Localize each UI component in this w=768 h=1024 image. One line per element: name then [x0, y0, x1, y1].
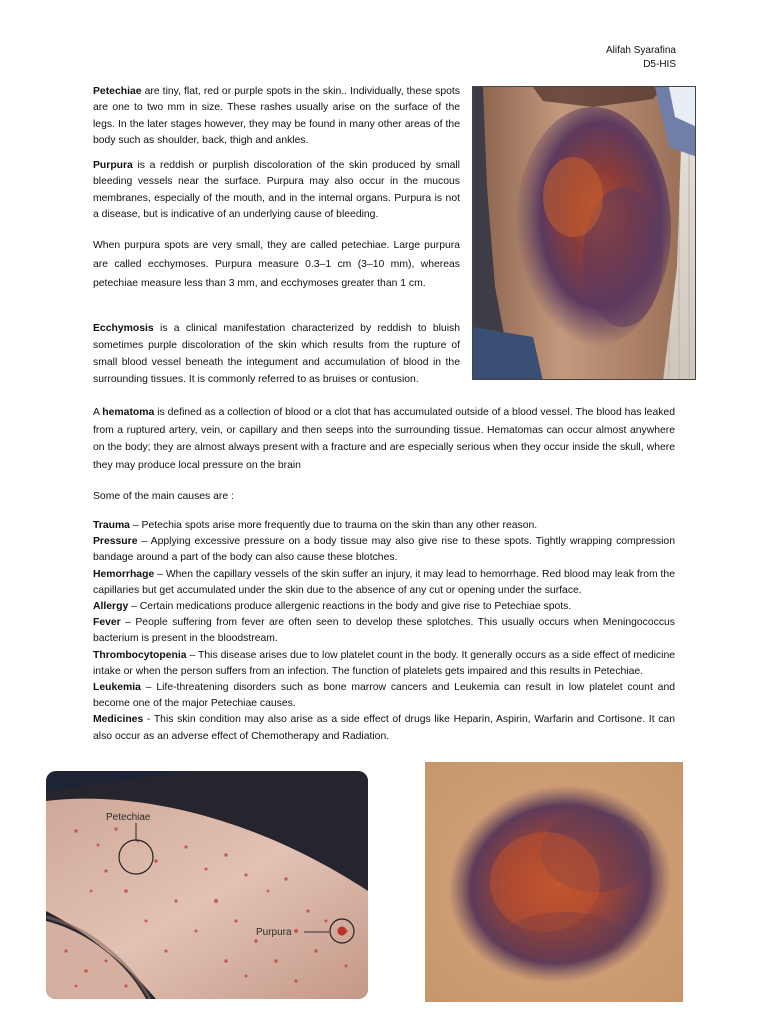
cause-text: – People suffering from fever are often seen to develop these splotches. This usually occurs when Meningococcus bacterium is present in the bloodstream.	[93, 617, 675, 645]
cause-term: Leukemia	[93, 682, 141, 694]
cause-text: – Petechia spots arise more frequently due to trauma on the skin than any other reason.	[129, 520, 538, 531]
petechiae-purpura-image	[46, 771, 368, 999]
cause-term: Fever	[93, 617, 121, 629]
cause-text: – Applying excessive pressure on a body tissue may also give rise to these spots. Tightly wrapping compression bandage around a part of the body can also cause these blotches.	[93, 536, 675, 564]
hematoma-text: is defined as a collection of blood or a clot that has accumulated outside of a blood vessel. The blood has leaked from a ruptured artery, vein, or capillary and then seeps into the surrounding tissue. Hematomas can occur almost anywhere on the body; they are almost always present with a fracture and are especially serious when they occur inside the skull, where they may produce local pressure on the brain	[93, 407, 675, 471]
purpura-term: Purpura	[93, 160, 133, 171]
causes-list	[93, 518, 675, 745]
cause-text: - This skin condition may also arise as a side effect of drugs like Heparin, Aspirin, Warfarin and Cortisone. It can also occur as an adverse effect of Chemotherapy and Radiation.	[93, 714, 675, 742]
document-header	[606, 44, 676, 72]
cause-text: – This disease arises due to low platelet count in the body. It generally occurs as a side effect of medicine intake or when the person suffers from an infection. The function of platelets gets impaired and this results in Petechiae.	[93, 649, 675, 677]
bruise-closeup-photo	[425, 762, 683, 1002]
petechiae-text: are tiny, flat, red or purple spots in the skin.. Individually, these spots are one to two mm in size. These rashes usually arise on the surface of the legs. In the later stages however, they may be found in many other areas of the body such as shoulder, back, thigh and ankles.	[93, 86, 460, 147]
hematoma-term: hematoma	[102, 407, 155, 418]
cause-term: Thrombocytopenia	[93, 649, 187, 661]
cause-pressure	[93, 534, 675, 566]
cause-thrombocytopenia	[93, 648, 675, 680]
cause-fever	[93, 615, 675, 647]
bruise-closeup-image	[425, 762, 683, 1002]
cause-term: Medicines	[93, 714, 144, 726]
purpura-figure-label: Purpura	[256, 927, 292, 938]
cause-medicines	[93, 712, 675, 744]
petechiae-purpura-photo	[46, 771, 368, 999]
purpura-spot	[338, 927, 347, 936]
causes-intro: Some of the main causes are :	[93, 491, 234, 502]
class-code: D5-HIS	[643, 59, 676, 70]
purpura-paragraph	[93, 158, 460, 224]
cause-term: Allergy	[93, 601, 129, 613]
ecchymosis-paragraph	[93, 320, 460, 388]
ecchymosis-text: is a clinical manifestation characterized by reddish to bluish sometimes purple discoloration of the skin which results from the rupture of small blood vessel beneath the integument and accumulation of blood in the surrounding tissues. It is commonly referred to as bruises or contusion.	[93, 323, 460, 385]
cause-term: Hemorrhage	[93, 568, 155, 580]
cause-term: Pressure	[93, 536, 138, 548]
cause-term: Trauma	[93, 520, 130, 531]
cause-hemorrhage	[93, 567, 675, 599]
thigh-bruise-image	[473, 87, 696, 380]
petechiae-paragraph	[93, 84, 460, 150]
cause-allergy	[93, 599, 675, 615]
cause-trauma	[93, 518, 675, 534]
cause-text: – When the capillary vessels of the skin suffer an injury, it may lead to hemorrhage. Red blood may leak from the capillaries but get accumulated under the skin due to the absence of any cut or opening under the surface.	[93, 568, 675, 596]
purpura-text: is a reddish or purplish discoloration of the skin produced by small bleeding vessels near the surface. Purpura may also occur in the mucous membranes, especially of the mouth, and in the internal organs. Purpura is not a disease, but is indicative of an underlying cause of bleeding.	[93, 160, 460, 221]
purpura-size-paragraph: When purpura spots are very small, they are called petechiae. Large purpura are called ecchymoses. Purpura measure 0.3–1 cm (3–10 mm), whereas petechiae measure less than 3 mm, and ecchymoses greater than 1 cm.	[93, 240, 460, 289]
hematoma-prefix: A	[93, 407, 103, 418]
cause-leukemia	[93, 680, 675, 712]
cause-text: – Certain medications produce allergenic reactions in the body and give rise to Petechiae spots.	[128, 601, 572, 613]
cause-text: – Life-threatening disorders such as bone marrow cancers and Leukemia can result in low platelet count and become one of the major Petechiae causes.	[93, 682, 675, 710]
thigh-bruise-photo	[472, 86, 696, 380]
ecchymosis-term: Ecchymosis	[93, 323, 154, 334]
petechiae-figure-label: Petechiae	[106, 812, 151, 823]
hematoma-paragraph	[93, 404, 675, 474]
author-name: Alifah Syarafina	[605, 45, 676, 56]
petechiae-term: Petechiae	[93, 86, 142, 97]
